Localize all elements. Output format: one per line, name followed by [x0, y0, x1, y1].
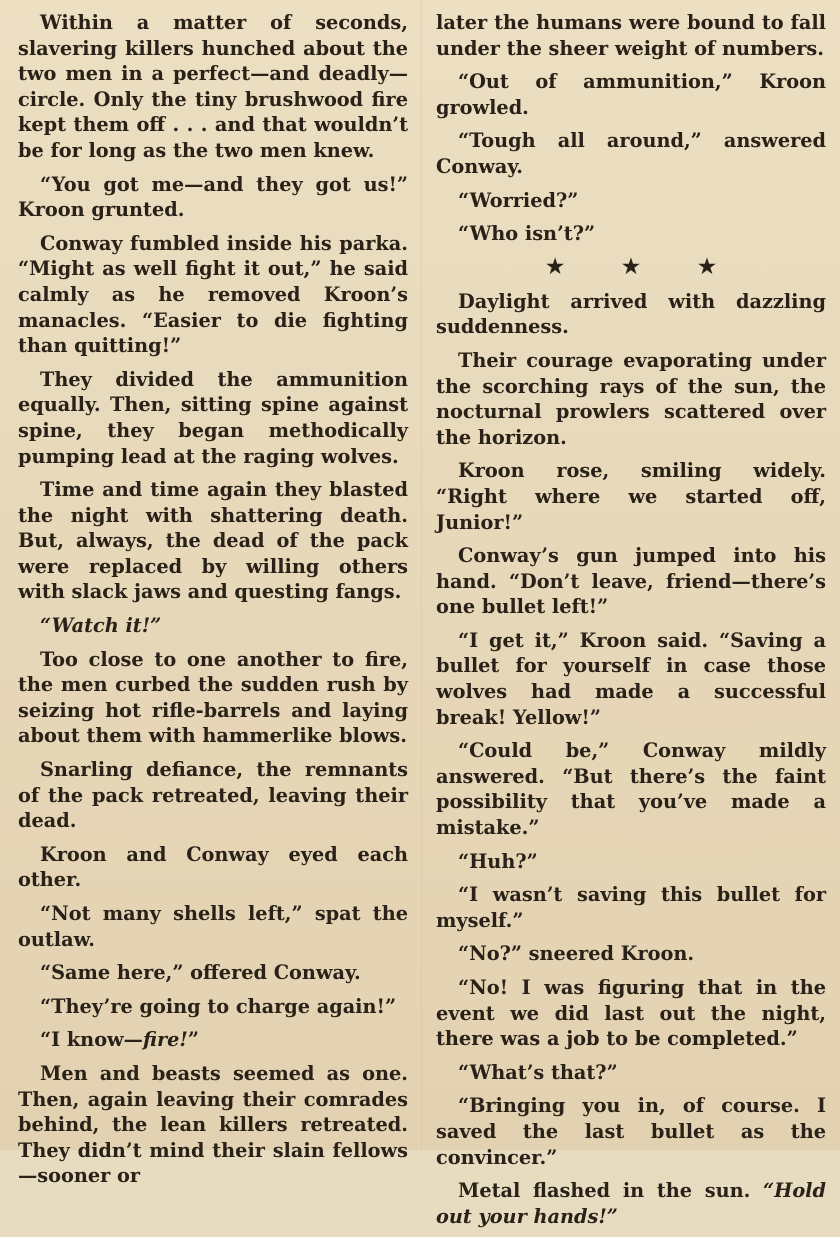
- i-know-suffix: ”: [187, 1028, 199, 1052]
- paragraph-eyed-each-other: Kroon and Conway eyed each other.: [18, 842, 408, 892]
- paragraph-men-and-beasts: Men and beasts seemed as one. Then, again leaving their comrades behind, the lean killers retreated. They didn’t mind their slain fellows—sooner or: [18, 1061, 408, 1188]
- star-icon: ★: [622, 253, 640, 278]
- paragraph-worried: “Worried?”: [458, 188, 579, 212]
- paragraph-not-many-shells: “Not many shells left,” spat the outlaw.: [18, 902, 408, 951]
- paragraph-i-get-it: “I get it,” Kroon said. “Saving a bullet for yourself in case those wolves had made a successful break! Yellow!”: [436, 628, 826, 729]
- paragraph-divided-ammunition: They divided the ammunition equally. Then, sitting spine against spine, they began methodically pumping lead at the raging wolves.: [18, 367, 408, 468]
- i-know-prefix: “I know—: [40, 1028, 143, 1052]
- paragraph-courage-evaporating: Their courage evaporating under the scorching rays of the sun, the nocturnal prowlers scattered over the horizon.: [436, 348, 826, 449]
- metal-flashed-prefix: Metal flashed in the sun.: [458, 1179, 764, 1203]
- paragraph-huh: “Huh?”: [458, 849, 538, 873]
- paragraph-out-of-ammunition: “Out of ammunition,” Kroon growled.: [436, 70, 826, 119]
- paragraph-watch-it: “Watch it!”: [40, 614, 162, 638]
- column-gutter: [421, 0, 422, 1150]
- paragraph-tough-all-around: “Tough all around,” answered Conway.: [436, 129, 826, 178]
- left-column: [18, 10, 408, 1197]
- paragraph-snarling-defiance: Snarling defiance, the remnants of the pack retreated, leaving their dead.: [18, 758, 408, 833]
- paragraph-same-here: “Same here,” offered Conway.: [40, 961, 361, 985]
- paragraph-i-know-fire: [18, 1027, 408, 1053]
- paragraph-wasnt-saving: “I wasn’t saving this bullet for myself.”: [436, 883, 826, 932]
- paragraph-conways-gun: Conway’s gun jumped into his hand. “Don’t leave, friend—there’s one bullet left!”: [436, 544, 826, 619]
- paragraph-kroon-rose: Kroon rose, smiling widely. “Right where we started off, Junior!”: [436, 459, 826, 534]
- section-break-stars: [436, 255, 826, 277]
- paragraph-wolves-circle: Within a matter of seconds, slavering killers hunched about the two men in a perfect—and deadly—circle. Only the tiny brushwood fire kept them off . . . and that wouldn’t be for long as the two men knew.: [18, 11, 408, 162]
- paragraph-conway-parka: Conway fumbled inside his parka. “Might as well fight it out,” he said calmly as he removed Kroon’s manacles. “Easier to die fighting than quitting!”: [18, 231, 408, 358]
- star-icon: ★: [697, 253, 716, 278]
- right-column: [436, 10, 826, 1237]
- paragraph-bringing-you-in: “Bringing you in, of course. I saved the last bullet as the convincer.”: [436, 1094, 826, 1169]
- paragraph-time-and-again: Time and time again they blasted the night with shattering death. But, always, the dead of the pack were replaced by willing others with slack jaws and questing fangs.: [18, 478, 408, 604]
- paragraph-who-isnt: “Who isn’t?”: [458, 222, 596, 246]
- paragraph-too-close: Too close to one another to fire, the men curbed the sudden rush by seizing hot rifle-barrels and laying about them with hammerlike blows.: [18, 647, 408, 748]
- paragraph-daylight-arrived: Daylight arrived with dazzling suddenness.: [436, 289, 826, 339]
- paragraph-no-sneered: “No?” sneered Kroon.: [458, 942, 695, 966]
- paragraph-could-be: “Could be,” Conway mildly answered. “But there’s the faint possibility that you’ve made a mistake.”: [436, 739, 826, 840]
- paragraph-kroon-grunted: “You got me—and they got us!” Kroon grunted.: [18, 172, 408, 222]
- paragraph-charge-again: “They’re going to charge again!”: [40, 994, 397, 1018]
- paragraph-metal-flashed: [436, 1178, 826, 1229]
- paragraph-figuring: “No! I was figuring that in the event we did last out the night, there was a job to be completed.”: [436, 976, 826, 1051]
- paragraph-later-the-humans: later the humans were bound to fall under the sheer weight of numbers.: [436, 11, 826, 60]
- paragraph-whats-that: “What’s that?”: [458, 1060, 618, 1084]
- i-know-italic: fire!: [142, 1028, 188, 1052]
- star-icon: ★: [546, 253, 565, 278]
- metal-flashed-italic: “Hold out your hands!”: [436, 1179, 826, 1228]
